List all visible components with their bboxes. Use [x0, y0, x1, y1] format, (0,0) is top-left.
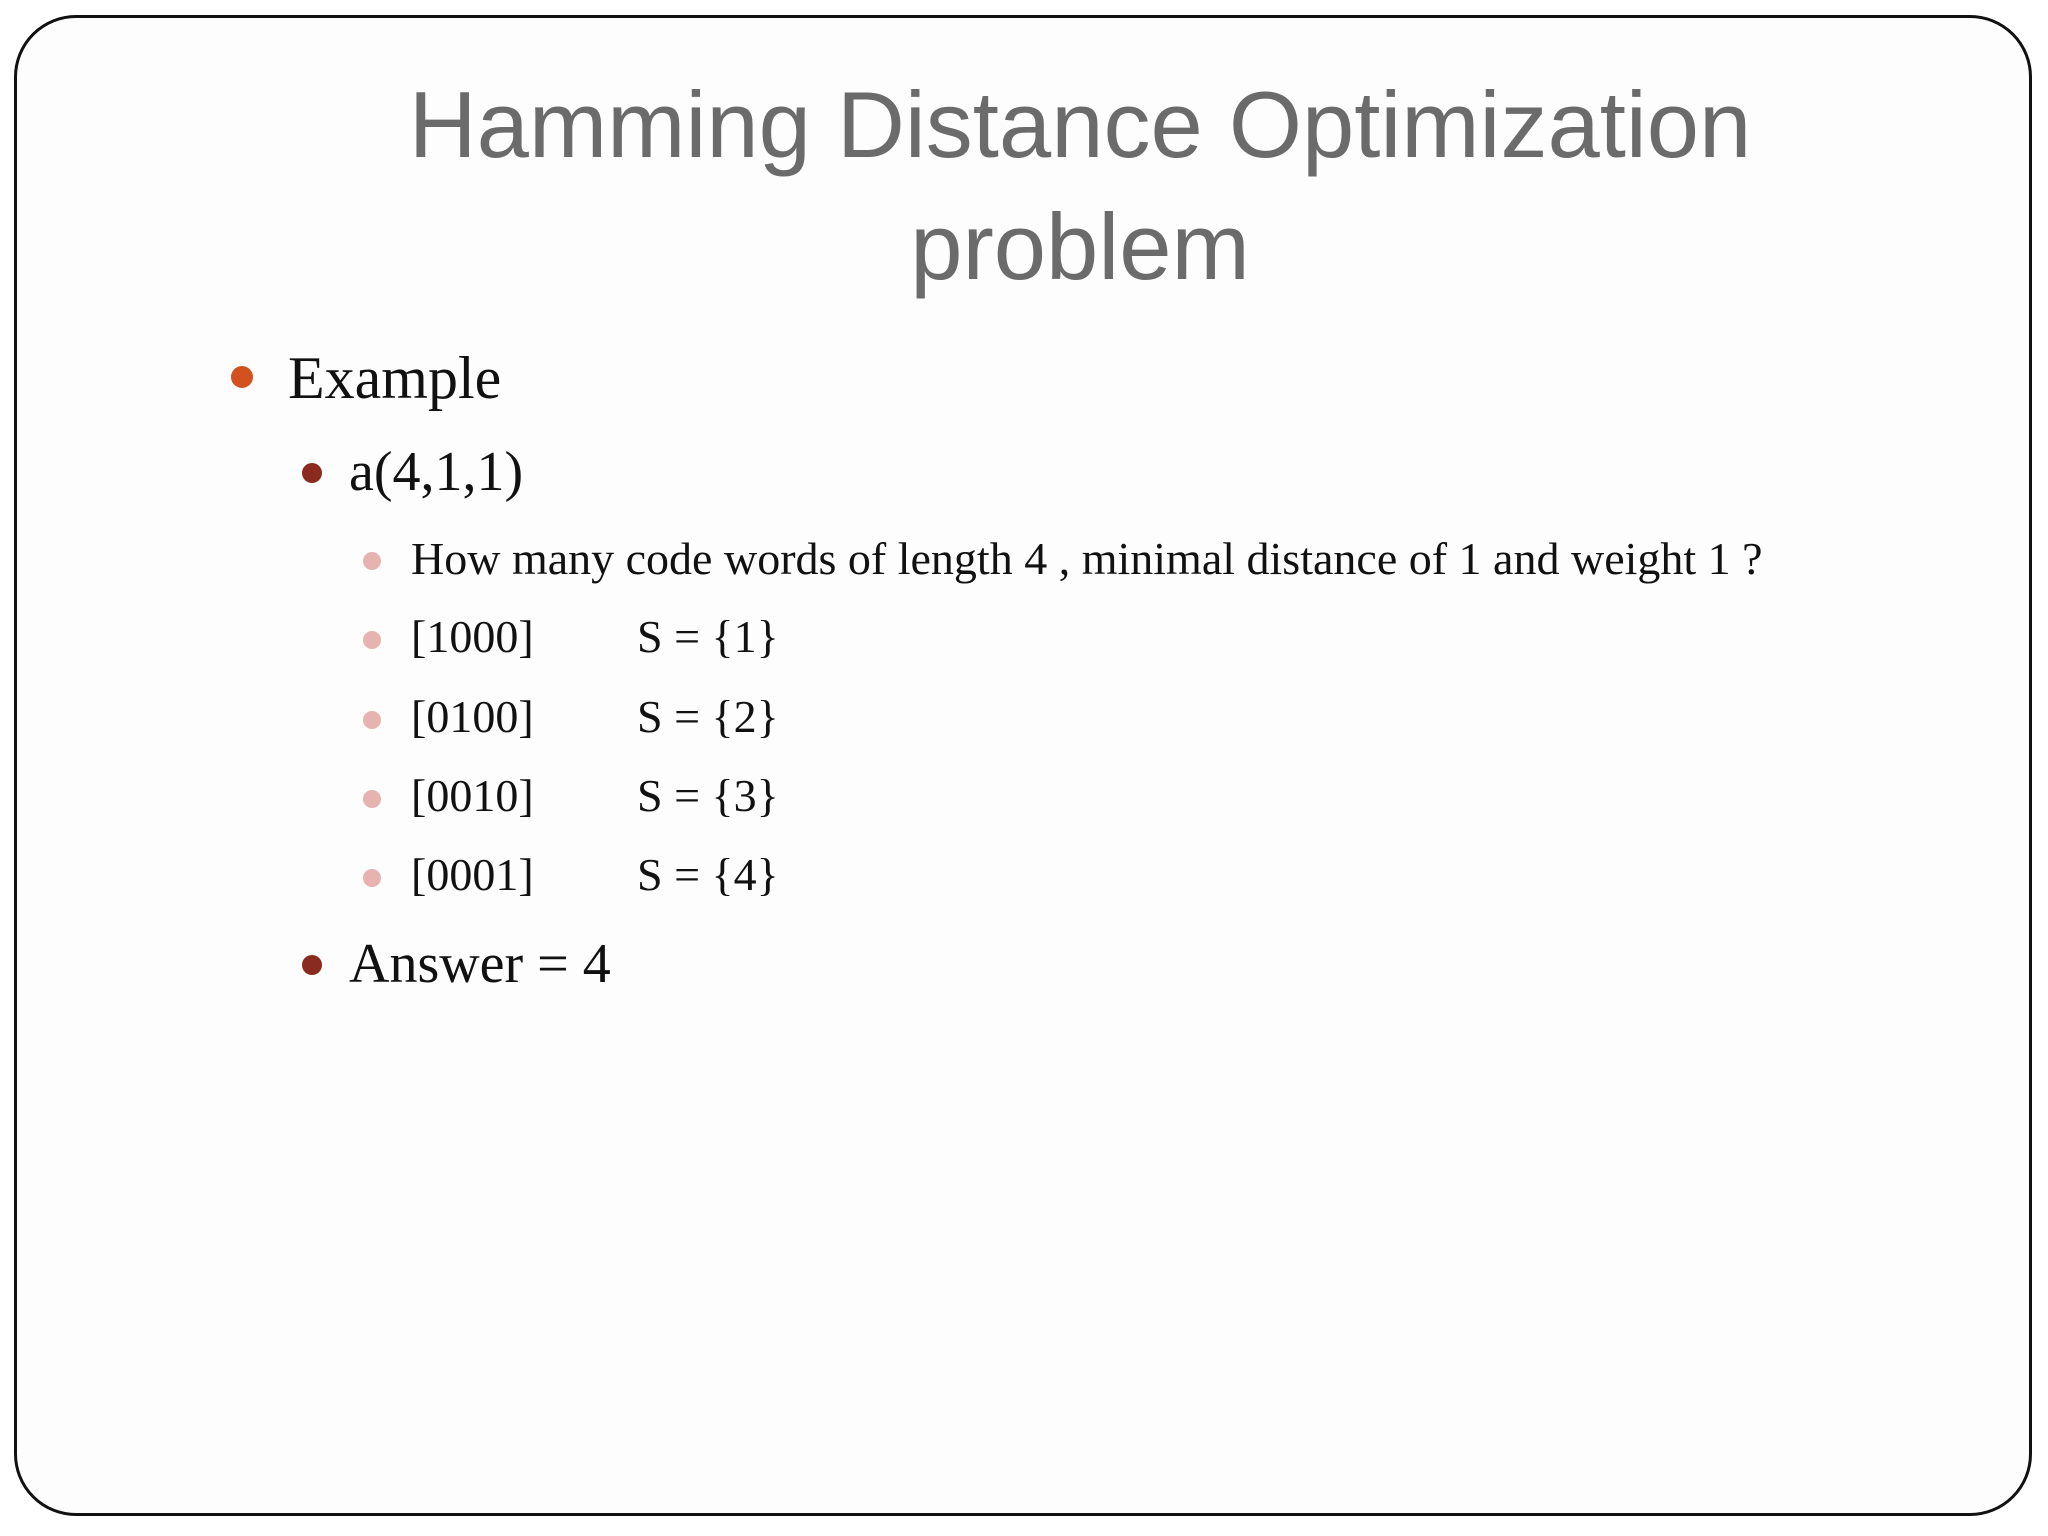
bullet-dot-level3 [363, 552, 381, 570]
title-line-2: problem [910, 194, 1250, 299]
code-word: [0100] [411, 691, 534, 742]
code-word: [0001] [411, 849, 534, 900]
code-word: [1000] [411, 611, 534, 662]
code-set: S = {3} [637, 770, 779, 821]
bullet-dot-level3 [363, 869, 381, 887]
bullet-dot-level3 [363, 790, 381, 808]
code-word: [0010] [411, 770, 534, 821]
code-row [411, 848, 779, 901]
code-row [411, 610, 779, 663]
code-set: S = {4} [637, 849, 779, 900]
bullet-question: How many code words of length 4 , minimal distance of 1 and weight 1 ? [411, 533, 1763, 584]
bullet-dot-level3 [363, 631, 381, 649]
code-row [411, 769, 779, 822]
code-row [411, 690, 779, 743]
bullet-dot-level3 [363, 711, 381, 729]
bullet-dot-level1 [231, 366, 253, 388]
title-line-1: Hamming Distance Optimization [408, 72, 1752, 177]
bullet-dot-level2 [302, 463, 322, 483]
code-set: S = {2} [637, 691, 779, 742]
bullet-answer: Answer = 4 [349, 933, 611, 995]
bullet-dot-level2 [302, 955, 322, 975]
code-set: S = {1} [637, 611, 779, 662]
bullet-example: Example [288, 345, 502, 411]
bullet-function: a(4,1,1) [349, 441, 524, 503]
